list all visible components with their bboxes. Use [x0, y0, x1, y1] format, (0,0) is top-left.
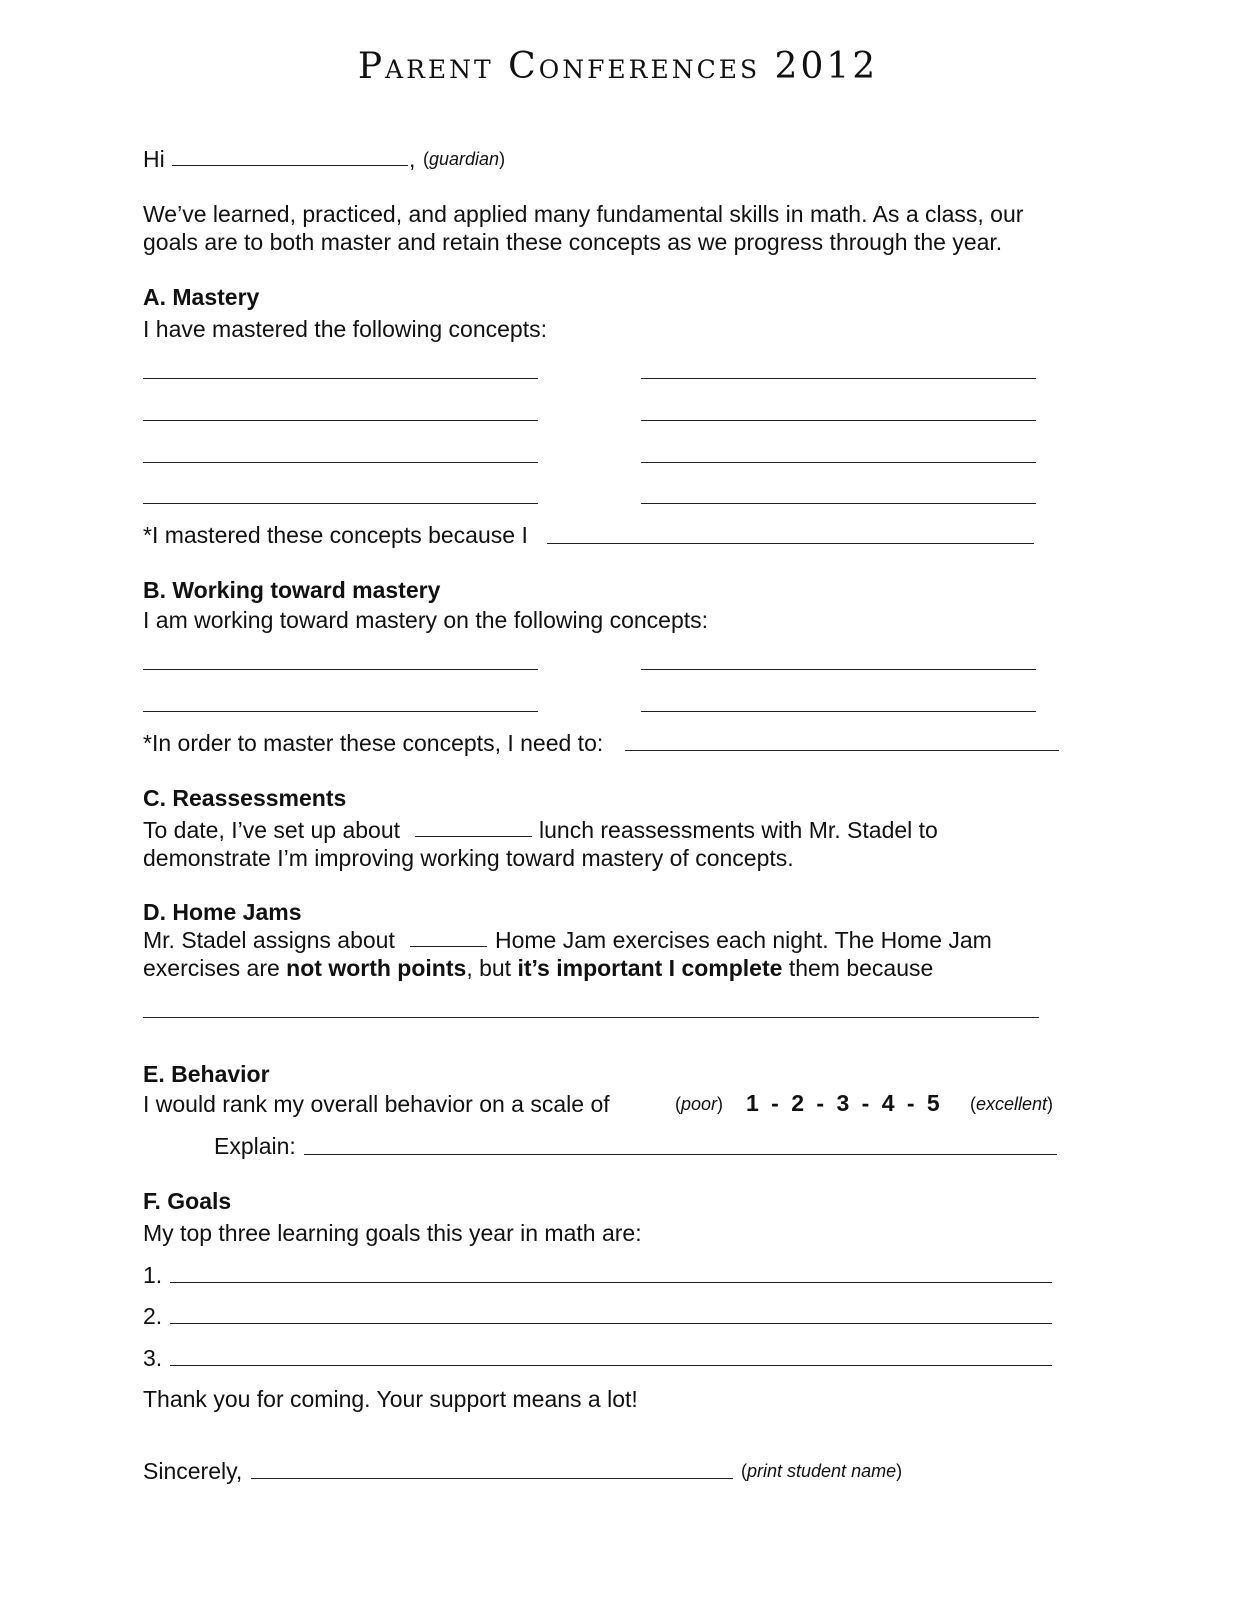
- sincerely-label: Sincerely,: [143, 1458, 243, 1484]
- reassess-line-1-post: lunch reassessments with Mr. Stadel to: [539, 817, 938, 843]
- reassess-line-2: demonstrate I’m improving working toward mastery of concepts.: [143, 845, 794, 871]
- mastery-heading: A. Mastery: [143, 284, 260, 310]
- working-prompt: I am working toward mastery on the following concepts:: [143, 607, 709, 633]
- reassess-line-1-pre: To date, I’ve set up about: [143, 817, 401, 843]
- mastery-concept-blank[interactable]: [143, 503, 538, 504]
- homejams-because-blank[interactable]: [143, 1017, 1039, 1018]
- mastery-concept-blank[interactable]: [641, 420, 1036, 421]
- reassess-heading: C. Reassessments: [143, 785, 347, 811]
- mastery-concept-blank[interactable]: [143, 462, 538, 463]
- working-concept-blank[interactable]: [143, 711, 538, 712]
- behavior-poor-label: (poor): [675, 1094, 724, 1114]
- working-need-blank[interactable]: [625, 750, 1059, 751]
- goal-blank[interactable]: [170, 1365, 1052, 1366]
- mastery-because-blank[interactable]: [547, 543, 1034, 544]
- mastery-prompt: I have mastered the following concepts:: [143, 316, 548, 342]
- goals-heading: F. Goals: [143, 1188, 232, 1214]
- homejams-count-blank[interactable]: [410, 946, 487, 947]
- student-name-hint: (print student name): [741, 1461, 903, 1481]
- goal-number: 3.: [143, 1345, 163, 1371]
- behavior-rating-scale[interactable]: 1 - 2 - 3 - 4 - 5: [746, 1090, 941, 1116]
- page-title: Parent Conferences 2012: [357, 46, 879, 87]
- homejams-heading: D. Home Jams: [143, 899, 302, 925]
- mastery-concept-blank[interactable]: [641, 503, 1036, 504]
- homejams-line-2: exercises are not worth points, but it’s important I complete them because: [143, 955, 934, 981]
- goal-number: 2.: [143, 1303, 163, 1329]
- homejams-line-1-pre: Mr. Stadel assigns about: [143, 927, 395, 953]
- homejams-line-1-post: Home Jam exercises each night. The Home Jam: [495, 927, 992, 953]
- thanks-text: Thank you for coming. Your support means a lot!: [143, 1386, 638, 1412]
- goal-number: 1.: [143, 1262, 163, 1288]
- mastery-concept-blank[interactable]: [641, 462, 1036, 463]
- greeting-hi: Hi: [143, 146, 165, 172]
- behavior-heading: E. Behavior: [143, 1061, 270, 1087]
- goals-prompt: My top three learning goals this year in math are:: [143, 1220, 642, 1246]
- intro-line-2: goals are to both master and retain these concepts as we progress through the year.: [143, 229, 1003, 255]
- guardian-hint: (guardian): [423, 149, 506, 169]
- student-name-blank[interactable]: [251, 1478, 733, 1479]
- behavior-prompt: I would rank my overall behavior on a scale of: [143, 1091, 610, 1117]
- intro-line-1: We’ve learned, practiced, and applied many fundamental skills in math. As a class, our: [143, 201, 1024, 227]
- working-heading: B. Working toward mastery: [143, 577, 441, 603]
- mastery-concept-blank[interactable]: [143, 378, 538, 379]
- mastery-because-label: *I mastered these concepts because I: [143, 522, 528, 548]
- mastery-concept-blank[interactable]: [641, 378, 1036, 379]
- working-concept-blank[interactable]: [641, 711, 1036, 712]
- goal-blank[interactable]: [170, 1282, 1052, 1283]
- goal-blank[interactable]: [170, 1323, 1052, 1324]
- behavior-explain-label: Explain:: [214, 1133, 296, 1159]
- mastery-concept-blank[interactable]: [143, 420, 538, 421]
- reassess-count-blank[interactable]: [415, 836, 532, 837]
- behavior-excellent-label: (excellent): [970, 1094, 1054, 1114]
- working-concept-blank[interactable]: [641, 669, 1036, 670]
- guardian-name-blank[interactable]: [172, 165, 408, 166]
- working-need-label: *In order to master these concepts, I need to:: [143, 730, 604, 756]
- behavior-explain-blank[interactable]: [304, 1154, 1057, 1155]
- greeting-comma: ,: [409, 146, 416, 172]
- working-concept-blank[interactable]: [143, 669, 538, 670]
